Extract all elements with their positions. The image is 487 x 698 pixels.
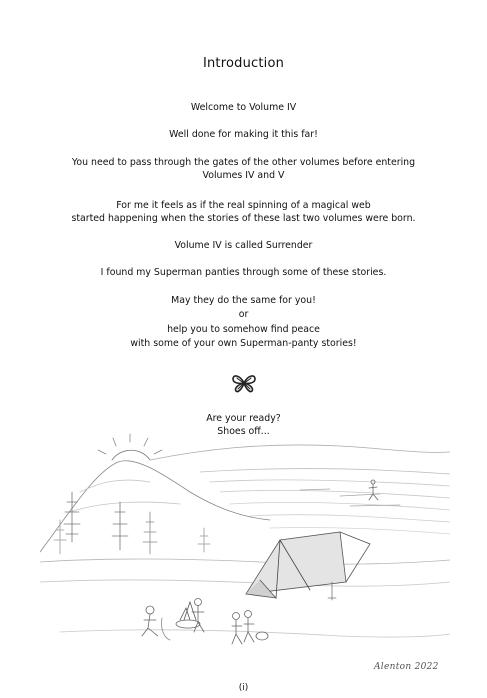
- peace-line-1: help you to somehow find peace: [167, 324, 320, 335]
- surrender-line: Volume IV is called Surrender: [174, 240, 313, 251]
- campsite-sketch: [40, 432, 450, 672]
- page-title: Introduction: [202, 56, 285, 71]
- well-done-line: Well done for making it this far!: [169, 129, 318, 140]
- welcome-line: Welcome to Volume IV: [190, 102, 297, 113]
- web-line-2: started happening when the stories of these last two volumes were born.: [71, 213, 416, 224]
- tent-icon: [246, 532, 370, 600]
- or-line: or: [238, 309, 249, 320]
- artist-signature: Alenton 2022: [374, 662, 439, 672]
- page-number: (i): [238, 683, 249, 693]
- may-they-line: May they do the same for you!: [171, 295, 316, 306]
- web-line-1: For me it feels as if the real spinning of a magical web: [116, 200, 371, 211]
- gates-line-1: You need to pass through the gates of the other volumes before entering: [71, 157, 416, 168]
- gates-line-2: Volumes IV and V: [202, 170, 285, 181]
- shoes-line: Shoes off...: [217, 426, 270, 437]
- sun-icon: [98, 434, 162, 460]
- panties-line: I found my Superman panties through some of these stories.: [100, 267, 387, 278]
- ready-line: Are your ready?: [206, 413, 281, 424]
- celtic-butterfly-knot-icon: [231, 372, 257, 394]
- peace-line-2: with some of your own Superman-panty stories!: [130, 338, 357, 349]
- campfire-group: [142, 599, 268, 645]
